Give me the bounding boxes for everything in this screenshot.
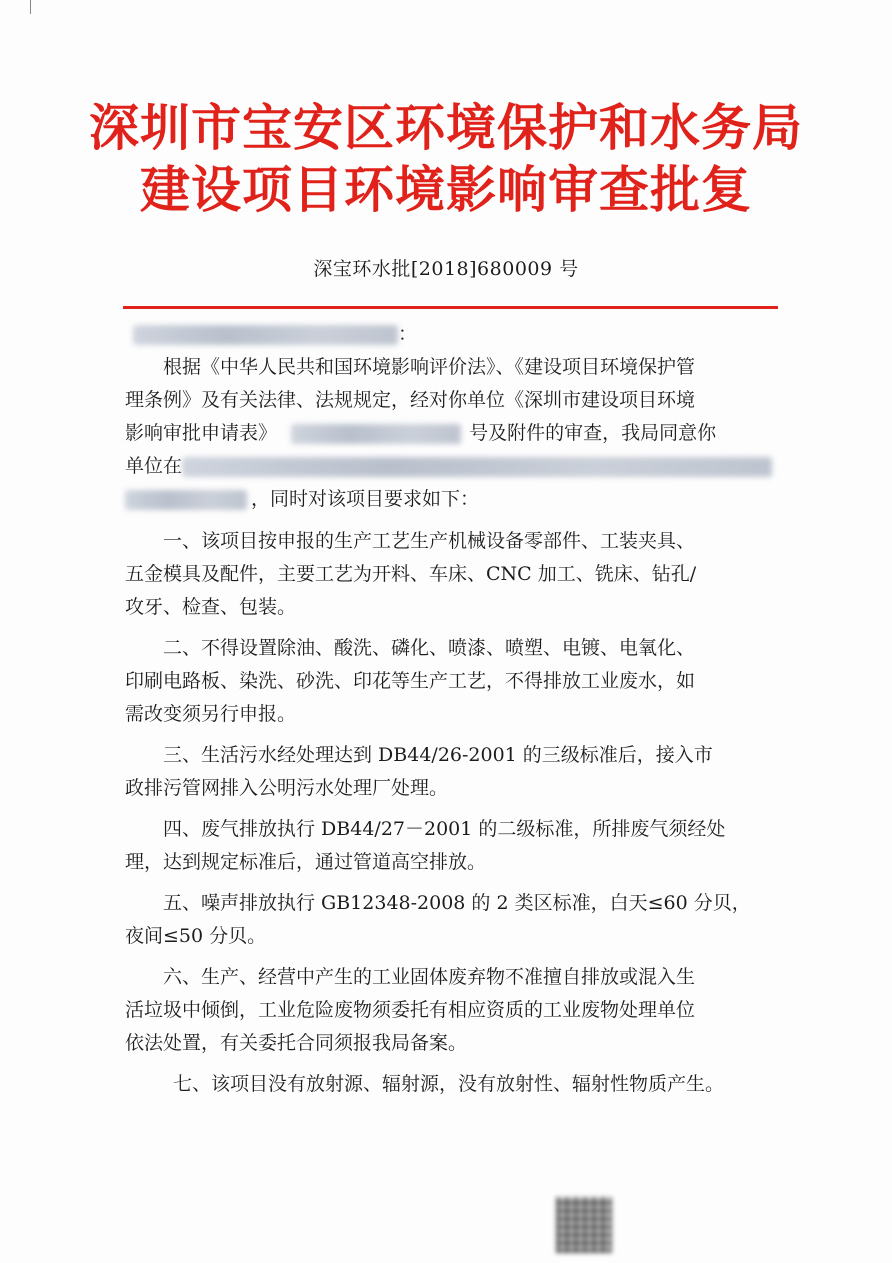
redacted-company-name [133, 325, 398, 345]
requirement-item-3: 三、生活污水经处理达到 DB44/26-2001 的三级标准后，接入市 [163, 744, 713, 766]
requirement-item-4: 四、废气排放执行 DB44/27－2001 的二级标准，所排废气须经处 [163, 818, 726, 840]
requirement-item-6-cont: 依法处置，有关委托合同须报我局备案。 [125, 1032, 468, 1054]
requirement-item-2-cont: 印刷电路板、染洗、砂洗、印花等生产工艺，不得排放工业废水，如 [125, 670, 696, 692]
requirement-item-1: 一、该项目按申报的生产工艺生产机械设备零部件、工装夹具、 [163, 530, 696, 552]
addressee-line [133, 318, 417, 351]
requirement-item-6-cont: 活垃圾中倾倒，工业危险废物须委托有相应资质的工业废物处理单位 [125, 999, 696, 1021]
paragraph-text: 影响审批申请表》 [125, 422, 278, 444]
document-title-line1: 深圳市宝安区环境保护和水务局 [89, 98, 803, 157]
redacted-project-address [182, 457, 772, 477]
document-title-line2: 建设项目环境影响审查批复 [140, 160, 752, 219]
paragraph-text: 单位在 [125, 455, 183, 477]
requirement-item-2: 二、不得设置除油、酸洗、磷化、喷漆、喷塑、电镀、电氧化、 [163, 637, 696, 659]
paragraph-line: 理条例》及有关法律、法规规定，经对你单位《深圳市建设项目环境 [125, 389, 696, 411]
requirement-item-7: 七、该项目没有放射源、辐射源，没有放射性、辐射性物质产生。 [173, 1073, 725, 1095]
requirement-item-5-cont: 夜间≤50 分贝。 [125, 925, 267, 947]
paragraph-line [125, 483, 479, 516]
redacted-application-number [291, 424, 461, 444]
requirement-item-4-cont: 理，达到规定标准后，通过管道高空排放。 [125, 851, 487, 873]
paragraph-text: ，同时对该项目要求如下： [251, 488, 480, 510]
requirement-item-6: 六、生产、经营中产生的工业固体废弃物不准擅自排放或混入生 [163, 966, 696, 988]
paragraph-text: 号及附件的审查，我局同意你 [469, 422, 717, 444]
scan-edge-mark [30, 0, 31, 14]
requirement-item-3-cont: 政排污管网排入公明污水处理厂处理。 [125, 777, 449, 799]
requirement-item-2-cont: 需改变须另行申报。 [125, 703, 297, 725]
requirement-item-1-cont: 攻牙、检查、包装。 [125, 596, 297, 618]
requirement-item-5: 五、噪声排放执行 GB12348-2008 的 2 类区标准，白天≤60 分贝， [163, 892, 751, 914]
addressee-colon: ： [398, 323, 418, 345]
requirement-item-1-cont: 五金模具及配件，主要工艺为开料、车床、CNC 加工、铣床、钻孔/ [125, 563, 697, 585]
paragraph-line [125, 417, 716, 450]
redacted-project-address-cont [125, 490, 247, 510]
red-divider-rule [123, 306, 778, 309]
paragraph-line: 根据《中华人民共和国环境影响评价法》、《建设项目环境保护管 [163, 356, 696, 378]
paragraph-line [125, 450, 772, 483]
redacted-qr-code [556, 1197, 612, 1253]
document-number: 深宝环水批[2018]680009 号 [313, 258, 579, 280]
